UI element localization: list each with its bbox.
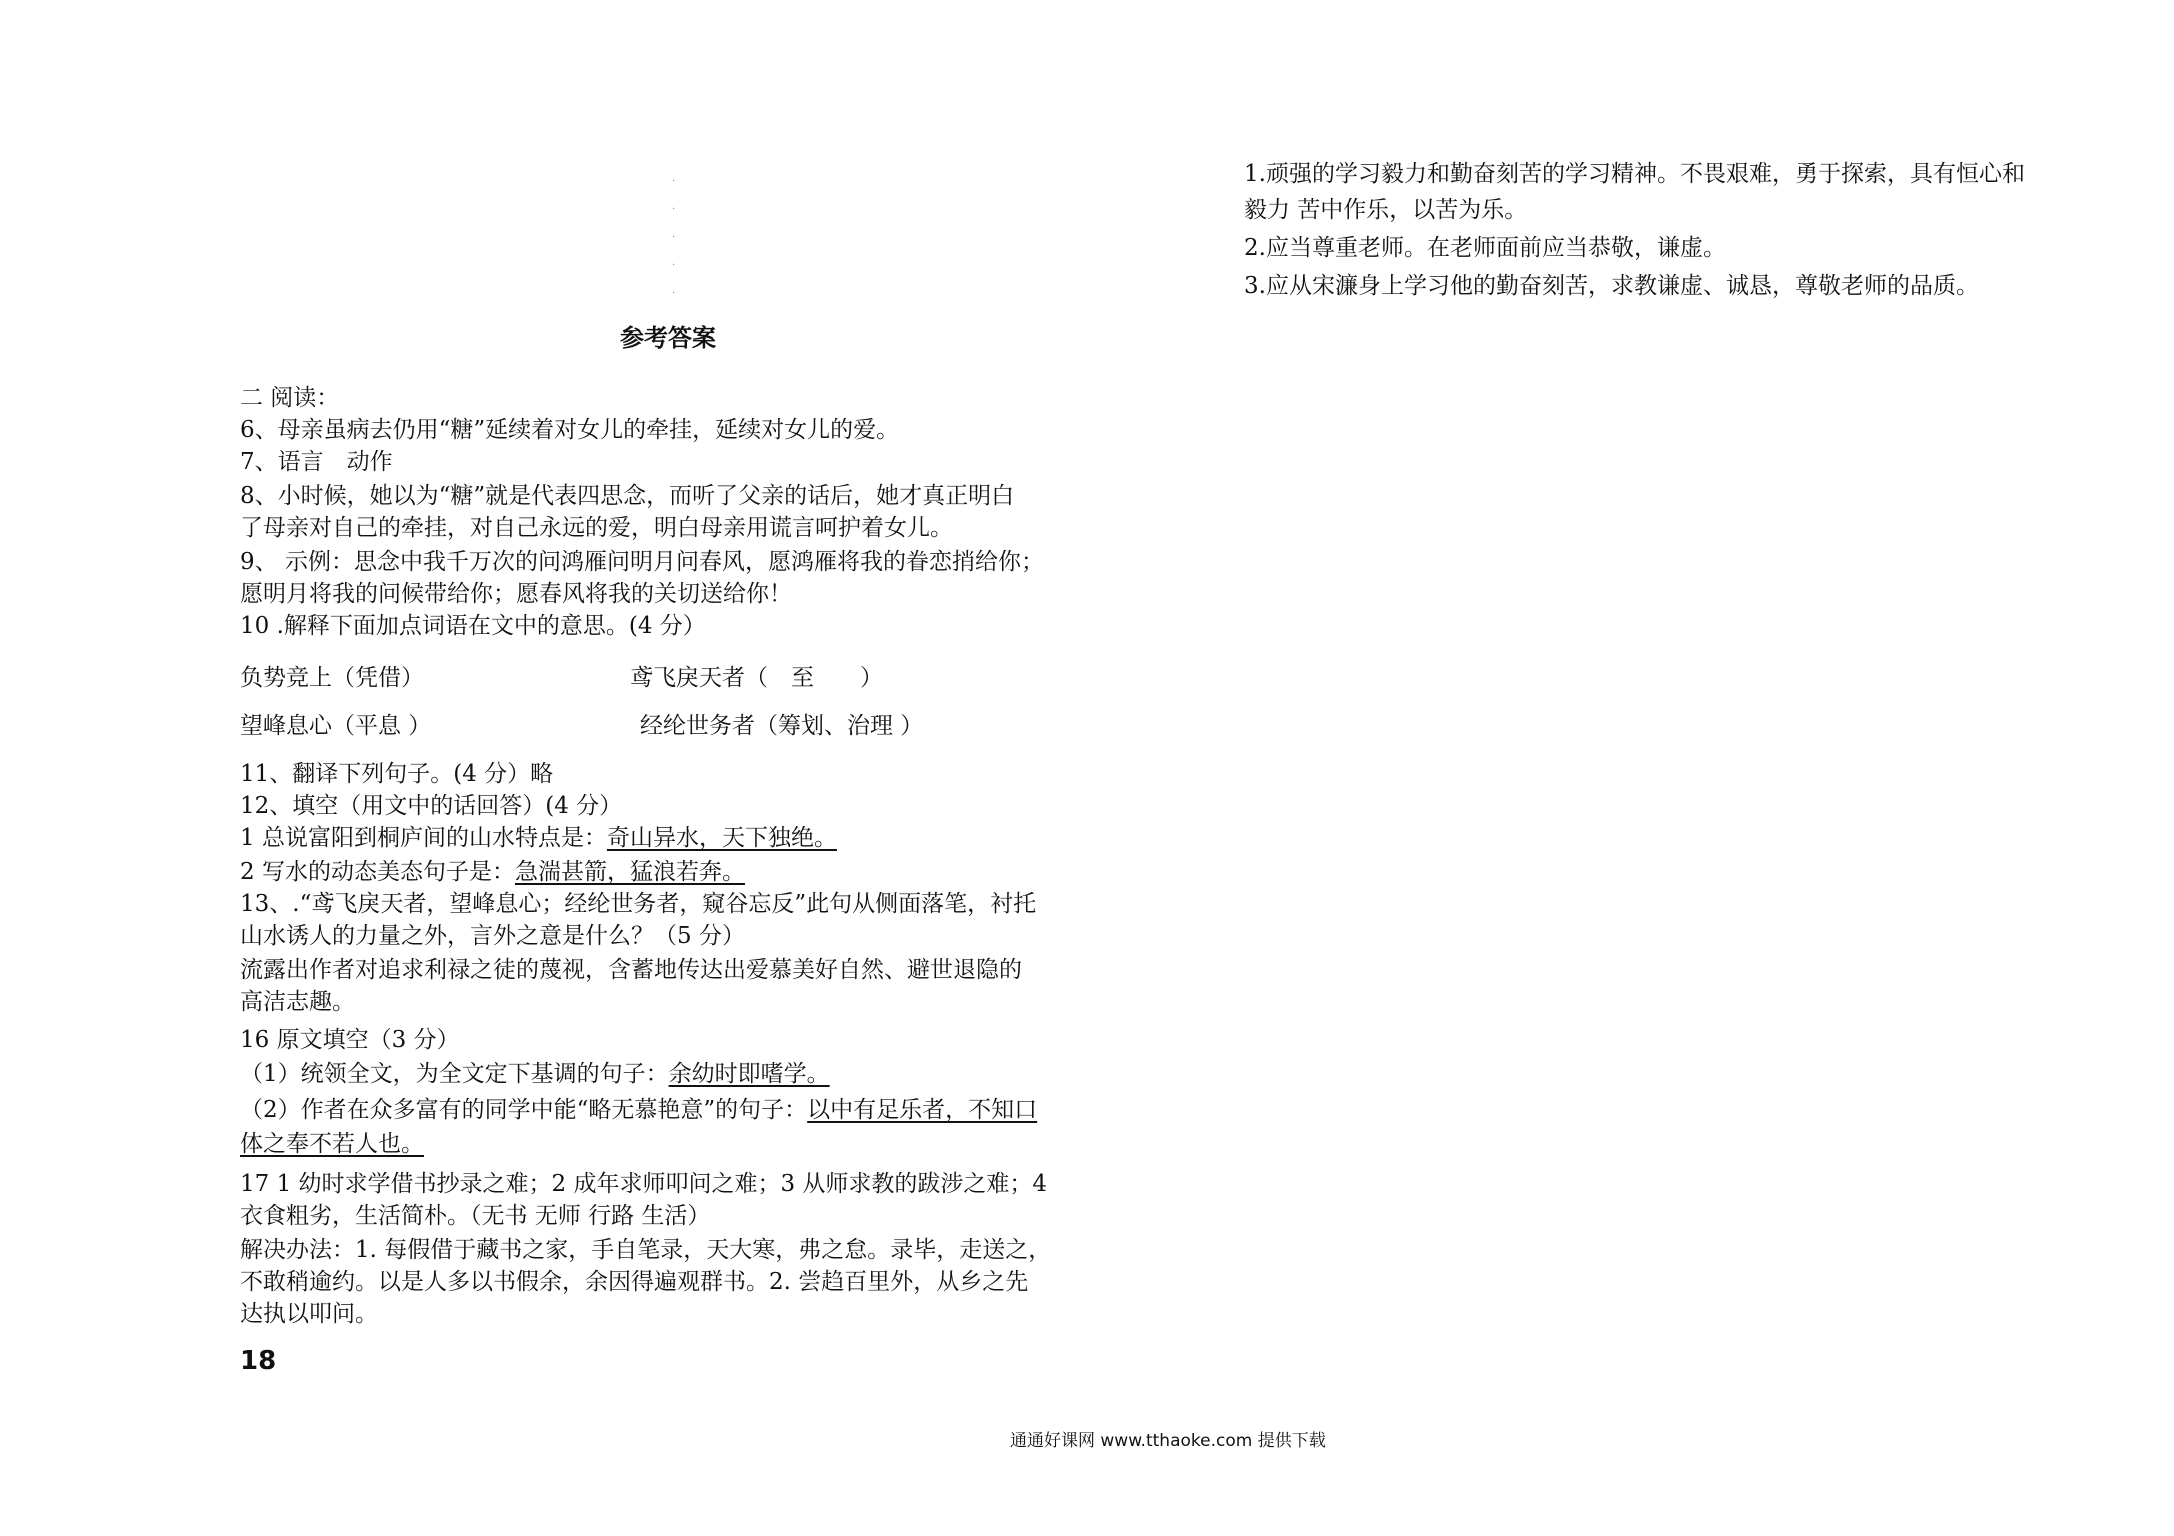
question-16: 16 原文填空（3 分） — [240, 1027, 460, 1053]
question-13-line1: 13、.“鸢飞戾天者，望峰息心；经纶世务者，窥谷忘反”此句从侧面落笔，衬托 — [240, 891, 1037, 917]
answer-8-line2: 了母亲对自己的牵挂，对自己永远的爱，明白母亲用谎言呵护着女儿。 — [240, 515, 953, 541]
right-answer-1-line2: 毅力 苦中作乐，以苦为乐。 — [1244, 197, 1528, 223]
answer-9-line1: 9、 示例：思念中我千万次的问鸿雁问明月问春风，愿鸿雁将我的眷恋捎给你； — [240, 549, 1044, 575]
question-10: 10 .解释下面加点词语在文中的意思。(4 分） — [240, 613, 706, 639]
answer-16-2-answer-b: 体之奉不若人也。 — [240, 1131, 424, 1157]
word-explanation-1: 负势竞上（凭借） — [240, 665, 424, 691]
answer-12-1-label: 1 总说富阳到桐庐间的山水特点是： — [240, 825, 607, 851]
answer-17-line2: 衣食粗劣，生活简朴。（无书 无师 行路 生活） — [240, 1203, 711, 1229]
answer-13-line1: 流露出作者对追求利禄之徒的蔑视，含蓄地传达出爱慕美好自然、避世退隐的 — [240, 957, 1022, 983]
answer-12-2-answer: 急湍甚箭，猛浪若奔。 — [514, 859, 745, 885]
answer-16-2-label: （2）作者在众多富有的同学中能“略无慕艳意”的句子： — [240, 1097, 808, 1123]
word-explanation-2: 鸢飞戾天者（ 至 ） — [630, 665, 883, 691]
answer-13-line2: 高洁志趣。 — [240, 989, 355, 1015]
answer-7: 7、语言 动作 — [240, 449, 393, 475]
question-13-line2: 山水诱人的力量之外，言外之意是什么？（5 分） — [240, 923, 745, 949]
answer-16-2-cont — [240, 1128, 424, 1160]
answer-16-1-label: （1）统领全文，为全文定下基调的句子： — [240, 1061, 669, 1087]
answer-12-1-answer: 奇山异水，天下独绝。 — [606, 825, 837, 851]
section-heading: 二 阅读： — [240, 385, 340, 411]
answer-12-2 — [240, 856, 745, 888]
right-answer-1-line1: 1.顽强的学习毅力和勤奋刻苦的学习精神。不畏艰难，勇于探索，具有恒心和 — [1244, 161, 2025, 187]
answer-8-line1: 8、小时候，她以为“糖”就是代表四思念，而听了父亲的话后，她才真正明白 — [240, 483, 1015, 509]
right-answer-2: 2.应当尊重老师。在老师面前应当恭敬，谦虚。 — [1244, 235, 1726, 261]
answer-16-2 — [240, 1094, 1037, 1126]
answer-17-line5: 达执以叩问。 — [240, 1301, 378, 1327]
answer-12-2-label: 2 写水的动态美态句子是： — [240, 859, 515, 885]
word-explanation-3: 望峰息心（平息 ） — [240, 713, 432, 739]
answer-17-line1: 17 1 幼时求学借书抄录之难；2 成年求师叩问之难；3 从师求教的跋涉之难；4 — [240, 1171, 1048, 1197]
answer-12-1 — [240, 822, 837, 854]
answer-11: 11、翻译下列句子。(4 分）略 — [240, 761, 554, 787]
answer-16-1 — [240, 1058, 830, 1090]
right-answer-3: 3.应从宋濂身上学习他的勤奋刻苦，求教谦虚、诚恳，尊敬老师的品质。 — [1244, 273, 1979, 299]
answer-6: 6、母亲虽病去仍用“糖”延续着对女儿的牵挂，延续对女儿的爱。 — [240, 417, 900, 443]
answer-16-1-answer: 余幼时即嗜学。 — [668, 1061, 830, 1087]
word-explanation-4: 经纶世务者（筹划、治理 ） — [640, 713, 924, 739]
answer-17-line4: 不敢稍逾约。以是人多以书假余，余因得遍观群书。2. 尝趋百里外，从乡之先 — [240, 1269, 1029, 1295]
answer-9-line2: 愿明月将我的问候带给你；愿春风将我的关切送给你！ — [240, 581, 792, 607]
answer-17-line3: 解决办法：1. 每假借于藏书之家，手自笔录，天大寒，弗之怠。录毕，走送之， — [240, 1237, 1052, 1263]
page-title: 参考答案 — [620, 324, 716, 352]
question-18-label: 18 — [240, 1346, 277, 1376]
answer-16-2-answer-a: 以中有足乐者，不知口 — [807, 1097, 1038, 1123]
question-12: 12、填空（用文中的话回答）(4 分） — [240, 793, 623, 819]
decorative-dots: · · · · · — [672, 176, 676, 299]
footer-credit: 通通好课网 www.tthaoke.com 提供下载 — [1010, 1431, 1326, 1451]
